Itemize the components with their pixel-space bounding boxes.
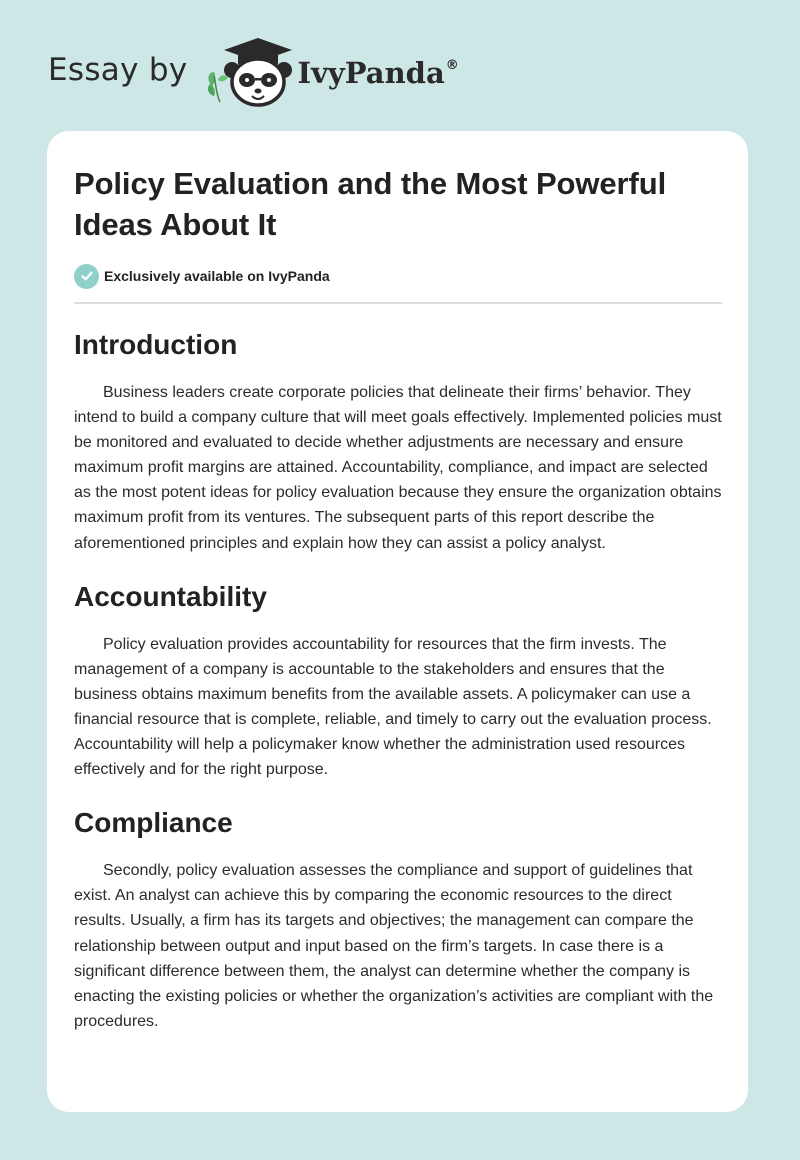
registered-mark: ® <box>445 58 459 73</box>
title-divider <box>74 302 722 304</box>
brand-text: IvyPanda <box>297 56 445 90</box>
section-compliance <box>74 806 722 1034</box>
check-circle-icon <box>74 264 99 289</box>
section-paragraph: Business leaders create corporate policies that delineate their firms’ behavior. They intend to build a company culture that will meet goals effectively. Implemented policies must be monitored and evaluated to decide whether adjustments are necessary and ensure maximum profit margins are attained. Accountability, compliance, and impact are selected as the most potent ideas for policy evaluation because they ensure the organization obtains maximum profit from its ventures. The subsequent parts of this report describe the aforementioned principles and explain how they can assist a policy analyst. <box>74 384 722 552</box>
essay-by-label: Essay by <box>48 52 188 88</box>
article-card <box>47 131 748 1112</box>
site-header <box>48 36 459 108</box>
section-paragraph: Secondly, policy evaluation assesses the compliance and support of guidelines that exist. An analyst can achieve this by comparing the economic resources to the direct results. Usually, a firm has its targets and objectives; the management can compare the relationship between output and input based on the firm’s targets. In case there is a significant difference between them, the analyst can determine whether the company is enacting the existing policies or whether the organization’s activities are compliant with the procedures. <box>74 862 714 1030</box>
section-heading: Accountability <box>74 580 267 612</box>
section-accountability <box>74 580 722 783</box>
exclusive-label: Exclusively available on IvyPanda <box>104 268 330 284</box>
exclusive-badge <box>74 262 722 290</box>
panda-graduate-logo[interactable] <box>202 36 292 108</box>
page-title: Policy Evaluation and the Most Powerful Ideas About It <box>74 166 667 242</box>
section-introduction <box>74 328 722 556</box>
brand-name[interactable] <box>298 56 459 90</box>
section-heading: Introduction <box>74 329 238 360</box>
section-heading: Compliance <box>74 807 233 839</box>
section-paragraph: Policy evaluation provides accountability for resources that the firm invests. The management of a company is accountable to the stakeholders and ensures that the business obtains maximum benefits from the available assets. A policymaker can use a financial resource that is complete, reliable, and timely to carry out the evaluation process. Accountability will help a policymaker know whether the administration used resources effectively and for the right purpose. <box>74 635 712 779</box>
